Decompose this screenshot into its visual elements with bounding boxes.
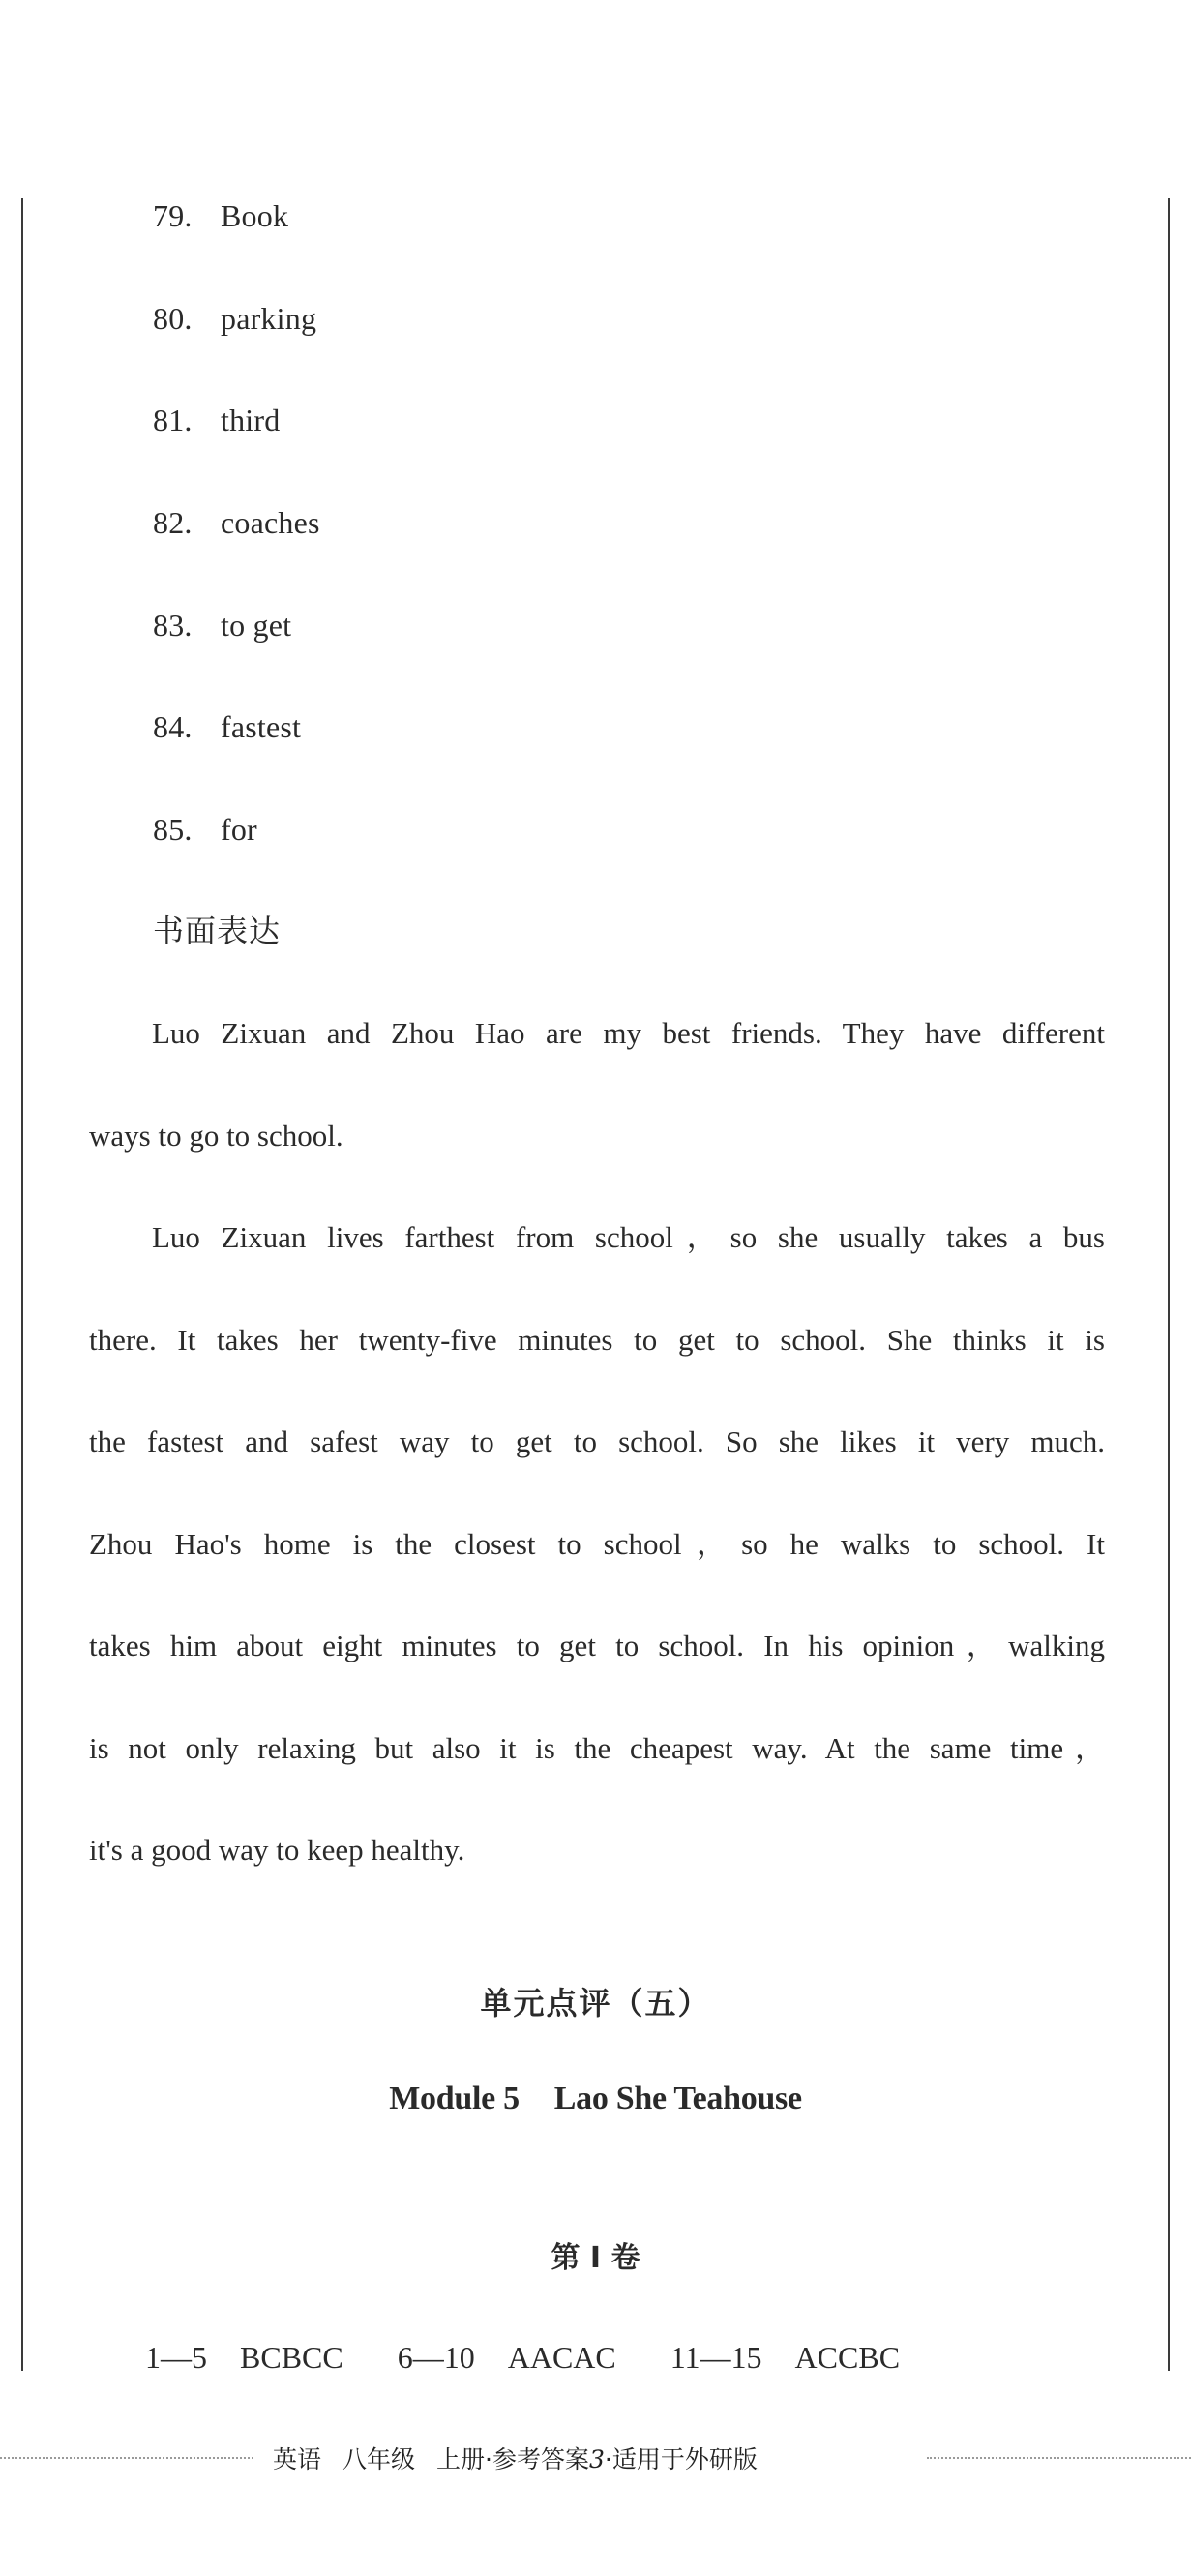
essay-line: Luo Zixuan and Zhou Hao are my best friends. They have different <box>152 1016 1105 1050</box>
essay-line: takes him about eight minutes to get to school. In his opinion，walking <box>89 1629 1105 1662</box>
answer-number: 84. <box>153 709 193 744</box>
right-margin-rule <box>1168 198 1170 2371</box>
answer-key-row <box>145 2340 933 2376</box>
left-margin-rule <box>21 198 23 2371</box>
answer-number: 82. <box>153 505 193 540</box>
answer-letters: BCBCC <box>240 2340 343 2375</box>
answer-item <box>153 606 291 644</box>
answer-number: 80. <box>153 301 193 336</box>
answer-letters: ACCBC <box>794 2340 901 2375</box>
answer-text: parking <box>221 301 317 336</box>
footer-edition: ·适用于外研版 <box>604 2445 758 2473</box>
essay-line: Zhou Hao's home is the closest to school，so he walks to school. It <box>89 1527 1105 1561</box>
answer-text: to get <box>221 608 292 643</box>
module-name: Lao She Teahouse <box>553 2081 802 2116</box>
answer-text: third <box>221 403 281 437</box>
module-label: Module 5 <box>389 2081 520 2116</box>
footer-page-number: 3 <box>589 2445 605 2473</box>
essay-line: ways to go to school. <box>89 1119 343 1153</box>
footer-answers-label: ·参考答案 <box>485 2445 589 2473</box>
essay-line: it's a good way to keep healthy. <box>89 1833 465 1867</box>
essay-line: Luo Zixuan lives farthest from school，so she usually takes a bus <box>152 1220 1105 1254</box>
answer-range: 11—15 <box>670 2340 762 2375</box>
footer-dotted-rule-left <box>0 2457 253 2459</box>
volume-title: 第 I 卷 <box>551 2241 640 2275</box>
answer-item <box>153 299 316 338</box>
page-footer <box>0 2439 1191 2477</box>
essay-line: there. It takes her twenty-five minutes to get to school. She thinks it is <box>89 1323 1105 1357</box>
answer-item <box>153 503 320 542</box>
answer-range: 6—10 <box>397 2340 475 2375</box>
answer-item <box>153 707 301 746</box>
answer-text: fastest <box>221 709 302 744</box>
essay-line: is not only relaxing but also it is the cheapest way. At the same time， <box>89 1731 1105 1765</box>
footer-volume: 上册 <box>436 2445 486 2473</box>
answer-range: 1—5 <box>145 2340 207 2375</box>
answer-text: for <box>221 812 257 847</box>
answer-letters: AACAC <box>507 2340 616 2375</box>
footer-text <box>273 2441 758 2475</box>
footer-subject: 英语 <box>273 2445 322 2473</box>
answer-text: coaches <box>221 505 320 540</box>
answer-number: 79. <box>153 198 193 233</box>
writing-heading: 书面表达 <box>153 913 282 949</box>
answer-item <box>153 196 288 235</box>
footer-dotted-rule-right <box>927 2457 1191 2459</box>
answer-item <box>153 810 257 849</box>
answer-item <box>153 401 280 439</box>
answer-number: 85. <box>153 812 193 847</box>
unit-title: 单元点评（五） <box>480 1985 711 2022</box>
answer-number: 83. <box>153 608 193 643</box>
essay-line: the fastest and safest way to get to school. So she likes it very much. <box>89 1424 1105 1458</box>
answer-number: 81. <box>153 403 193 437</box>
footer-grade: 八年级 <box>342 2445 416 2473</box>
answer-text: Book <box>221 198 289 233</box>
module-title <box>0 2081 1191 2117</box>
